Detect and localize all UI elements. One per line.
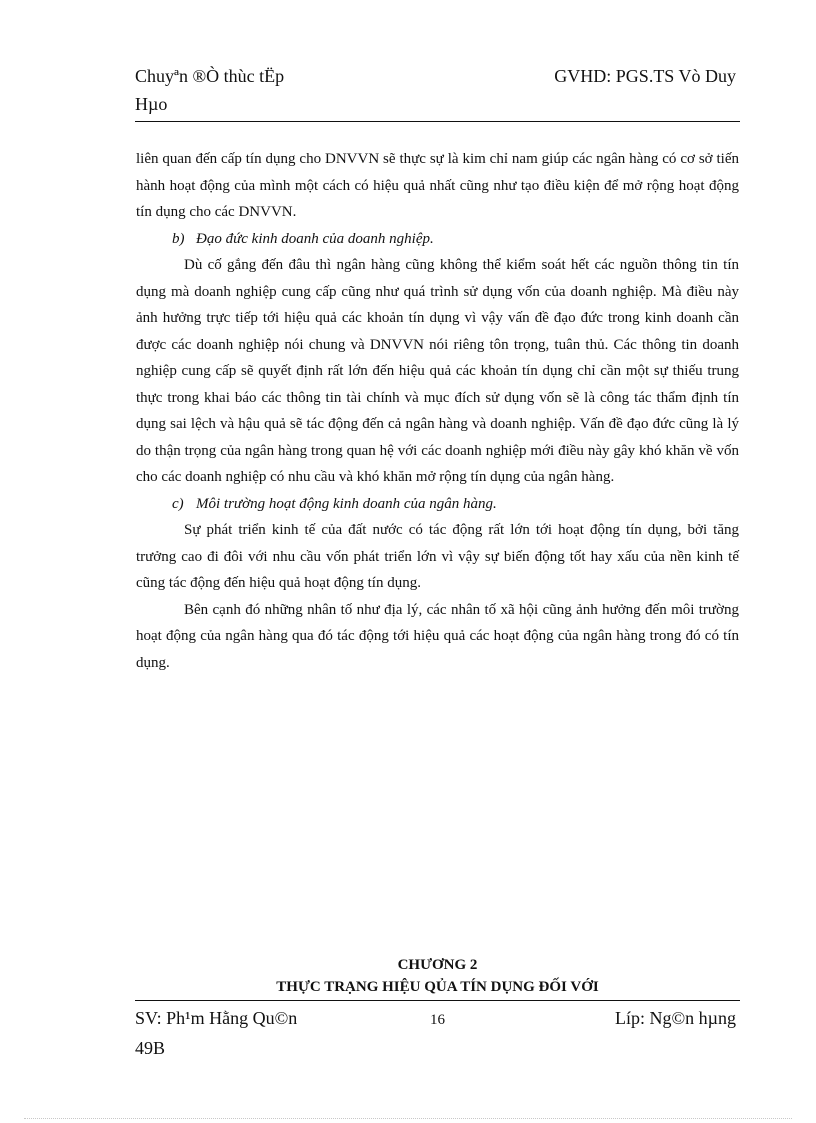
header-left-line1: Chuyªn ®Ò thùc tËp xyxy=(135,66,285,86)
header-right: GVHD: PGS.TS Vò Duy xyxy=(554,66,736,86)
page-number: 16 xyxy=(430,1012,445,1028)
footer-left xyxy=(135,1003,297,1063)
header-divider xyxy=(135,121,740,122)
footer-divider xyxy=(135,1000,740,1001)
subheading-c xyxy=(136,491,739,518)
body-text xyxy=(136,146,739,676)
footer-right: Líp: Ng©n hµng xyxy=(614,1008,736,1028)
subheading-b xyxy=(136,226,739,253)
chapter-title: THỰC TRẠNG HIỆU QỦA TÍN DỤNG ĐỐI VỚI xyxy=(276,979,599,995)
paragraph-4: Bên cạnh đó những nhân tố như địa lý, các nhân tố xã hội cũng ảnh hưởng đến môi trường hoạt động của ngân hàng qua đó tác động tới hiệu quả các hoạt động của ngân hàng trong đó có tín dụng. xyxy=(136,601,739,671)
page-bottom-dotted-line xyxy=(24,1118,792,1119)
subheading-c-marker: c) xyxy=(172,495,184,512)
paragraph-2: Dù cố gắng đến đâu thì ngân hàng cũng không thể kiểm soát hết các nguồn thông tin tín dụng mà doanh nghiệp cung cấp cũng như quá trình sử dụng vốn của doanh nghiệp. Mà điều này ảnh hưởng trực tiếp tới hiệu quả các khoản tín dụng vì vậy vấn đề đạo đức trong kinh doanh cần được các doanh nghiệp nói chung và DNVVN nói riêng tôn trọng, tuân thủ. Các thông tin doanh nghiệp cung cấp sẽ quyết định rất lớn đến hiệu quả các khoản tín dụng chỉ cần một sự thiếu trung thực trong khai báo các thông tin tài chính và mục đích sử dụng vốn sẽ là công tác thẩm định tín dụng sai lệch và hậu quả sẽ tác động đến cả ngân hàng và doanh nghiệp. Vấn đề đạo đức cũng là lý do thận trọng của ngân hàng trong quan hệ với các doanh nghiệp mới điều này gây khó khăn về vốn cho các doanh nghiệp có nhu cầu và khó khăn mở rộng tín dụng của ngân hàng. xyxy=(136,257,739,485)
chapter-heading xyxy=(136,954,739,998)
subheading-c-text: Môi trường hoạt động kinh doanh của ngân hàng. xyxy=(196,495,497,512)
header-left-line2: Hµo xyxy=(135,94,168,114)
header-left xyxy=(135,62,284,118)
chapter-number: CHƯƠNG 2 xyxy=(397,957,478,973)
paragraph-3: Sự phát triển kinh tế của đất nước có tác động rất lớn tới hoạt động tín dụng, bởi tăng trưởng cao đi đôi với nhu cầu vốn phát triển lớn vì vậy sự biến động tốt hay xấu của nền kinh tế cũng tác động đến hiệu quả hoạt động tín dụng. xyxy=(136,522,739,591)
subheading-b-text: Đạo đức kinh doanh của doanh nghiệp. xyxy=(196,230,434,247)
footer-left-line1: SV: Ph¹m Hằng Qu©n xyxy=(135,1008,298,1028)
subheading-b-marker: b) xyxy=(172,230,185,247)
paragraph-1: liên quan đến cấp tín dụng cho DNVVN sẽ thực sự là kim chỉ nam giúp các ngân hàng có cơ sở tiến hành hoạt động của mình một cách có hiệu quả nhất cũng như tạo điều kiện để mở rộng hoạt động tín dụng cho các DNVVN. xyxy=(136,151,739,220)
footer-left-line2: 49B xyxy=(135,1038,166,1058)
